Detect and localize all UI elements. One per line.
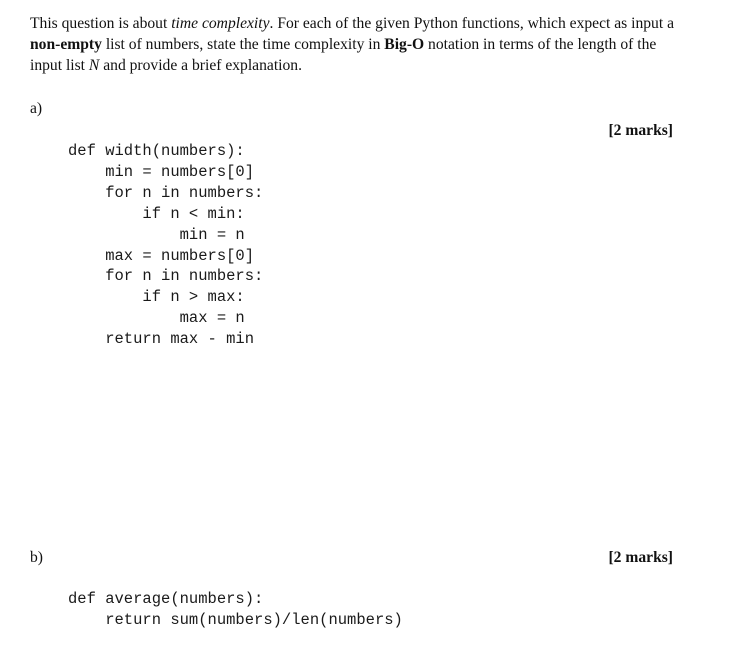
question-intro bbox=[30, 13, 690, 76]
intro-text-4: notation in terms of the length of the input list bbox=[30, 36, 657, 74]
intro-variable-n: N bbox=[88, 57, 100, 74]
part-b-marks: [2 marks] bbox=[608, 549, 673, 566]
part-b-label: b) bbox=[30, 549, 43, 566]
part-a-marks: [2 marks] bbox=[608, 122, 673, 139]
part-a-code: def width(numbers): min = numbers[0] for n in numbers: if n < min: min = n max = numbers[0] for n in numbers: if n > max: max = n return max - min bbox=[68, 142, 264, 349]
intro-text-5: and provide a brief explanation. bbox=[99, 57, 302, 74]
part-a-label: a) bbox=[30, 100, 43, 117]
intro-term-non-empty: non-empty bbox=[30, 36, 102, 53]
intro-text-1: This question is about bbox=[30, 15, 172, 32]
intro-text-2: . For each of the given Python functions, which expect as input a bbox=[269, 15, 674, 32]
intro-text-3: list of numbers, state the time complexity in bbox=[101, 36, 385, 53]
intro-term-time-complexity: time complexity bbox=[171, 15, 270, 32]
intro-term-big-o: Big-O bbox=[384, 36, 425, 53]
part-b-code: def average(numbers): return sum(numbers)/len(numbers) bbox=[68, 590, 403, 629]
